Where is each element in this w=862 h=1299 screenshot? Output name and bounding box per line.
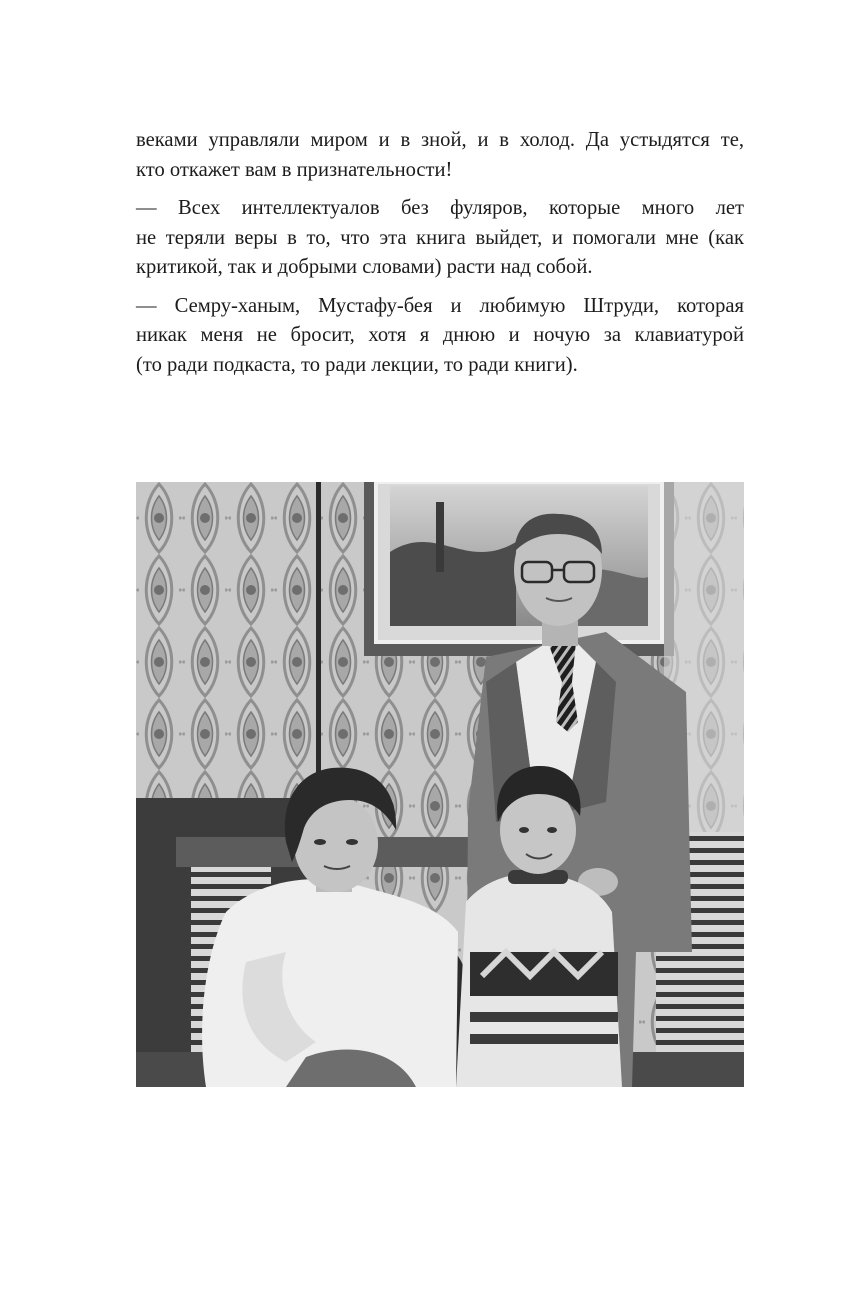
text-line: (то ради подкаста, то ради лекции, то ради книги). (136, 353, 578, 376)
text-line: критикой, так и добрыми словами) расти над собой. (136, 256, 593, 278)
family-photo-icon (136, 482, 744, 1087)
family-photo (136, 482, 744, 1087)
text-line: веками управляли миром и в зной, и в холод. Да устыдятся те, (136, 129, 744, 151)
acknowledgements-text (136, 126, 744, 389)
text-line: кто откажет вам в признательности! (136, 158, 453, 181)
text-line: никак меня не бросит, хотя я днюю и ночую за клавиатурой (136, 324, 744, 346)
paragraph-3 (136, 292, 744, 381)
paragraph-2 (136, 194, 744, 283)
text-line: не теряли веры в то, что эта книга выйдет, и помогали мне (как (136, 226, 744, 249)
text-line: — Всех интеллектуалов без фуляров, которые много лет (136, 197, 744, 219)
paragraph-1 (136, 126, 744, 185)
text-line: — Семру-ханым, Мустафу-бея и любимую Штруди, которая (136, 294, 744, 317)
